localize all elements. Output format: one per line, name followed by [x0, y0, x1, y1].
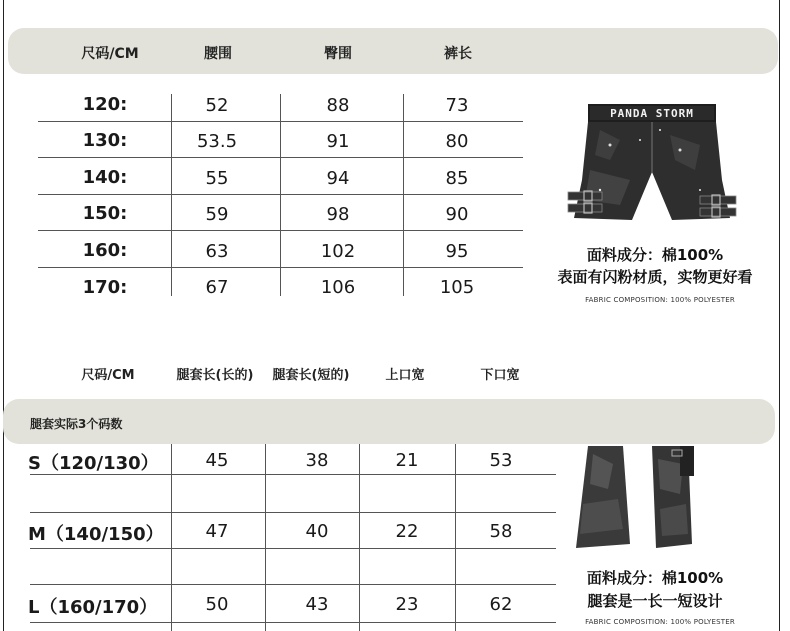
table1-header-length: 裤长: [444, 46, 472, 62]
right-border: [779, 0, 780, 631]
table2-row-divider: [30, 622, 556, 623]
table1-size-160: 160:: [82, 240, 128, 261]
table1-cell: 98: [326, 204, 350, 225]
shorts-product-image: [560, 100, 740, 230]
product2-composition-note: FABRIC COMPOSITION: 100% POLYESTER: [585, 618, 735, 626]
table1-cell: 95: [445, 241, 469, 262]
table2-header-leg-long: 腿套长(长的): [176, 368, 254, 383]
product1-composition-note: FABRIC COMPOSITION: 100% POLYESTER: [585, 296, 735, 304]
table2-size-l: L（160/170）: [28, 597, 158, 618]
product2-caption-line1: 面料成分：棉100%: [586, 569, 724, 587]
table1-size-130: 130:: [82, 130, 128, 151]
table2-col-divider: [265, 444, 266, 631]
table1-cell: 59: [205, 204, 229, 225]
table2-row-divider: [30, 584, 556, 585]
table2-cell: 53: [489, 450, 513, 471]
table1-size-170: 170:: [82, 277, 128, 298]
table1-cell: 90: [445, 204, 469, 225]
table1-cell: 55: [205, 168, 229, 189]
table2-row-divider: [30, 512, 556, 513]
table2-header-size: 尺码/CM: [81, 368, 135, 383]
product1-caption-line2: 表面有闪粉材质，实物更好看: [557, 268, 753, 286]
table1-cell: 73: [445, 95, 469, 116]
waistband-text: PANDA STORM: [610, 107, 694, 120]
table2-cell: 58: [489, 521, 513, 542]
table1-col-divider: [403, 94, 404, 296]
left-border: [3, 0, 4, 631]
table2-cell: 47: [205, 521, 229, 542]
table1-col-divider: [280, 94, 281, 296]
table1-cell: 63: [205, 241, 229, 262]
table2-cell: 40: [305, 521, 329, 542]
table2-cell: 22: [395, 521, 419, 542]
table1-cell: 102: [320, 241, 356, 262]
table2-cell: 43: [305, 594, 329, 615]
table2-cell: 62: [489, 594, 513, 615]
table2-header-leg-short: 腿套长(短的): [272, 368, 350, 383]
table1-cell: 53.5: [196, 131, 238, 152]
table2-cell: 21: [395, 450, 419, 471]
table1-cell: 105: [439, 277, 475, 298]
table1-cell: 94: [326, 168, 350, 189]
table1-size-150: 150:: [82, 203, 128, 224]
table1-size-120: 120:: [82, 94, 128, 115]
table2-cell: 23: [395, 594, 419, 615]
table1-cell: 52: [205, 95, 229, 116]
table2-header-top-width: 上口宽: [385, 368, 425, 383]
table2-size-s: S（120/130）: [28, 453, 159, 474]
table1-col-divider: [171, 94, 172, 296]
table2-size-m: M（140/150）: [28, 524, 164, 545]
table2-header-bottom-width: 下口宽: [480, 368, 520, 383]
table1-cell: 91: [326, 131, 350, 152]
table1-size-140: 140:: [82, 167, 128, 188]
product1-caption-line1: 面料成分：棉100%: [586, 246, 724, 264]
table2-row-divider: [30, 548, 556, 549]
table1-cell: 80: [445, 131, 469, 152]
table2-cell: 50: [205, 594, 229, 615]
table1-cell: 85: [445, 168, 469, 189]
table1-cell: 88: [326, 95, 350, 116]
table1-header-waist: 腰围: [204, 46, 232, 62]
table1-header-hip: 臀围: [324, 46, 352, 62]
table2-band-label: 腿套实际3个码数: [30, 417, 123, 431]
product2-caption-line2: 腿套是一长一短设计: [587, 592, 723, 610]
leg-warmers-product-image: [568, 444, 748, 559]
table2-cell: 45: [205, 450, 229, 471]
table2-cell: 38: [305, 450, 329, 471]
table1-header-size: 尺码/CM: [81, 46, 139, 62]
table1-cell: 67: [205, 277, 229, 298]
table1-cell: 106: [320, 277, 356, 298]
